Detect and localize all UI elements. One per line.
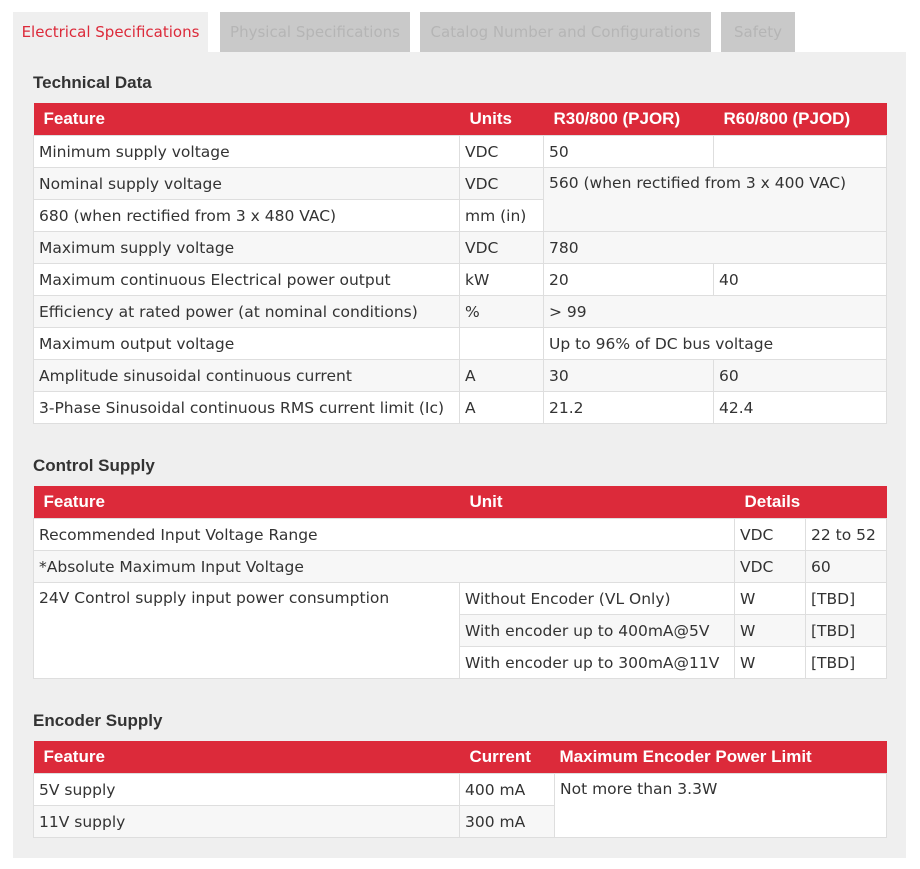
section-title-encoder-supply: Encoder Supply: [33, 711, 163, 730]
table-cell: 21.2: [544, 392, 714, 424]
tab-physical-specifications[interactable]: Physical Specifications: [220, 12, 410, 52]
table-cell: VDC: [735, 519, 806, 551]
table-cell: 3-Phase Sinusoidal continuous RMS current limit (Ic): [34, 392, 460, 424]
table-cell: > 99: [544, 296, 887, 328]
table-row: [34, 360, 887, 392]
table-row: [34, 296, 887, 328]
table-cell: W: [735, 615, 806, 647]
technical-data-table: [33, 103, 887, 424]
table-cell: Not more than 3.3W: [555, 774, 887, 838]
table-cell: W: [735, 647, 806, 679]
table-cell: *Absolute Maximum Input Voltage: [34, 551, 735, 583]
table-header-row: [34, 103, 887, 136]
table-cell: VDC: [460, 136, 544, 168]
tab-electrical-specifications[interactable]: Electrical Specifications: [13, 12, 208, 52]
table-header-row: [34, 741, 887, 774]
section-title-control-supply: Control Supply: [33, 456, 155, 475]
table-cell: With encoder up to 300mA@11V: [460, 647, 735, 679]
column-header: Units: [460, 103, 544, 136]
table-row: [34, 264, 887, 296]
table-cell: A: [460, 392, 544, 424]
table-cell: 60: [714, 360, 887, 392]
tab-safety[interactable]: Safety: [721, 12, 795, 52]
table-cell: Maximum supply voltage: [34, 232, 460, 264]
column-header: Unit: [460, 486, 735, 519]
column-header: R60/800 (PJOD): [714, 103, 887, 136]
table-row: [34, 583, 887, 615]
table-cell: VDC: [735, 551, 806, 583]
tab-panel-electrical: [13, 52, 906, 858]
table-cell: VDC: [460, 232, 544, 264]
table-cell: VDC: [460, 168, 544, 200]
table-header-row: [34, 486, 887, 519]
column-header: R30/800 (PJOR): [544, 103, 714, 136]
column-header: Feature: [34, 103, 460, 136]
column-header: Details: [735, 486, 887, 519]
table-cell: Amplitude sinusoidal continuous current: [34, 360, 460, 392]
table-cell: 24V Control supply input power consumption: [34, 583, 460, 679]
table-cell: [TBD]: [806, 583, 887, 615]
section-title-technical-data: Technical Data: [33, 73, 152, 92]
table-cell: 40: [714, 264, 887, 296]
table-row: [34, 392, 887, 424]
table-cell: 60: [806, 551, 887, 583]
column-header: Current: [460, 741, 555, 774]
table-cell: kW: [460, 264, 544, 296]
table-cell: [460, 328, 544, 360]
encoder-supply-table: [33, 741, 887, 838]
table-row: [34, 136, 887, 168]
table-cell: 5V supply: [34, 774, 460, 806]
table-row: [34, 328, 887, 360]
table-cell: A: [460, 360, 544, 392]
column-header: Feature: [34, 741, 460, 774]
table-row: [34, 168, 887, 200]
table-cell: Nominal supply voltage: [34, 168, 460, 200]
table-cell: Recommended Input Voltage Range: [34, 519, 735, 551]
table-cell: %: [460, 296, 544, 328]
table-cell: [TBD]: [806, 615, 887, 647]
table-cell: [TBD]: [806, 647, 887, 679]
table-row: [34, 232, 887, 264]
table-cell: Efficiency at rated power (at nominal conditions): [34, 296, 460, 328]
table-cell: mm (in): [460, 200, 544, 232]
table-cell: 560 (when rectified from 3 x 400 VAC): [544, 168, 887, 232]
table-row: [34, 519, 887, 551]
table-cell: W: [735, 583, 806, 615]
tab-bar: [13, 12, 906, 52]
table-cell: 680 (when rectified from 3 x 480 VAC): [34, 200, 460, 232]
table-row: [34, 551, 887, 583]
column-header: Feature: [34, 486, 460, 519]
table-cell: Without Encoder (VL Only): [460, 583, 735, 615]
table-cell: Maximum output voltage: [34, 328, 460, 360]
tab-catalog-number-and-configurations[interactable]: Catalog Number and Configurations: [420, 12, 711, 52]
table-cell: 11V supply: [34, 806, 460, 838]
table-cell: 20: [544, 264, 714, 296]
table-cell: Maximum continuous Electrical power output: [34, 264, 460, 296]
table-cell: With encoder up to 400mA@5V: [460, 615, 735, 647]
table-cell: 22 to 52: [806, 519, 887, 551]
table-cell: [714, 136, 887, 168]
table-cell: 300 mA: [460, 806, 555, 838]
table-cell: 400 mA: [460, 774, 555, 806]
table-cell: Minimum supply voltage: [34, 136, 460, 168]
table-cell: 780: [544, 232, 887, 264]
table-cell: 30: [544, 360, 714, 392]
table-row: [34, 774, 887, 806]
table-cell: 50: [544, 136, 714, 168]
table-cell: 42.4: [714, 392, 887, 424]
column-header: Maximum Encoder Power Limit: [555, 741, 887, 774]
control-supply-table: [33, 486, 887, 679]
table-cell: Up to 96% of DC bus voltage: [544, 328, 887, 360]
